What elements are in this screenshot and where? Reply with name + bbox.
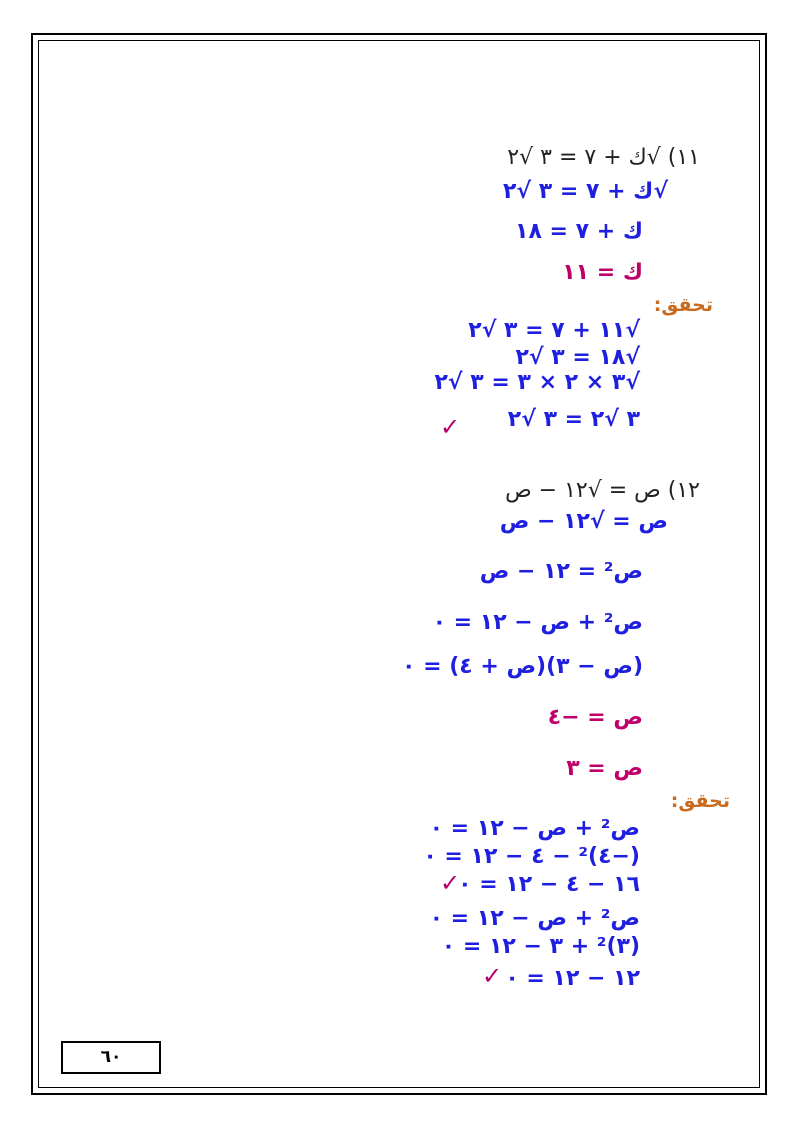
problem-11-statement: ١١) √ك + ٧ = ٣ √٢ xyxy=(507,145,700,170)
problem-12-step-3: ص² + ص − ١٢ = ٠ xyxy=(432,610,643,635)
problem-12-step-2: ص² = ١٢ − ص xyxy=(479,559,643,584)
checkmark-icon: ✓ xyxy=(440,413,461,441)
problem-11-check-1: √١١ + ٧ = ٣ √٢ xyxy=(468,318,640,343)
problem-11-check-4: ٣ √٢ = ٣ √٢ xyxy=(507,407,640,432)
problem-11-check-label: تحقق: xyxy=(653,294,713,316)
problem-12-check-3: ١٦ − ٤ − ١٢ = ٠ xyxy=(458,872,640,897)
problem-11-check-2: √١٨ = ٣ √٢ xyxy=(515,345,640,370)
checkmark-icon: ✓ xyxy=(440,869,461,897)
problem-12-check-2: (−٤)² − ٤ − ١٢ = ٠ xyxy=(423,844,640,869)
problem-11-check-3: √٣ × ٢ × ٣ = ٣ √٢ xyxy=(434,370,640,395)
problem-12-step-4: (ص − ٣)(ص + ٤) = ٠ xyxy=(402,654,643,679)
problem-12-check-label: تحقق: xyxy=(670,790,730,812)
problem-12-step-5: ص = −٤ xyxy=(547,705,643,730)
problem-11-step-1: √ك + ٧ = ٣ √٢ xyxy=(502,179,668,204)
problem-12-check-5: (٣)² + ٣ − ١٢ = ٠ xyxy=(441,934,640,959)
problem-12-check-1: ص² + ص − ١٢ = ٠ xyxy=(429,816,640,841)
problem-12-check-6: ١٢ − ١٢ = ٠ xyxy=(505,966,640,991)
problem-12-statement: ١٢) ص = √١٢ − ص xyxy=(505,478,700,503)
problem-11-step-3: ك = ١١ xyxy=(562,260,643,285)
problem-12-check-4: ص² + ص − ١٢ = ٠ xyxy=(429,906,640,931)
problem-11-step-2: ك + ٧ = ١٨ xyxy=(515,219,643,244)
problem-12-step-1: ص = √١٢ − ص xyxy=(499,509,668,534)
problem-12-step-6: ص = ٣ xyxy=(566,756,643,781)
page-number: ٦٠ xyxy=(61,1041,161,1074)
checkmark-icon: ✓ xyxy=(482,962,503,990)
